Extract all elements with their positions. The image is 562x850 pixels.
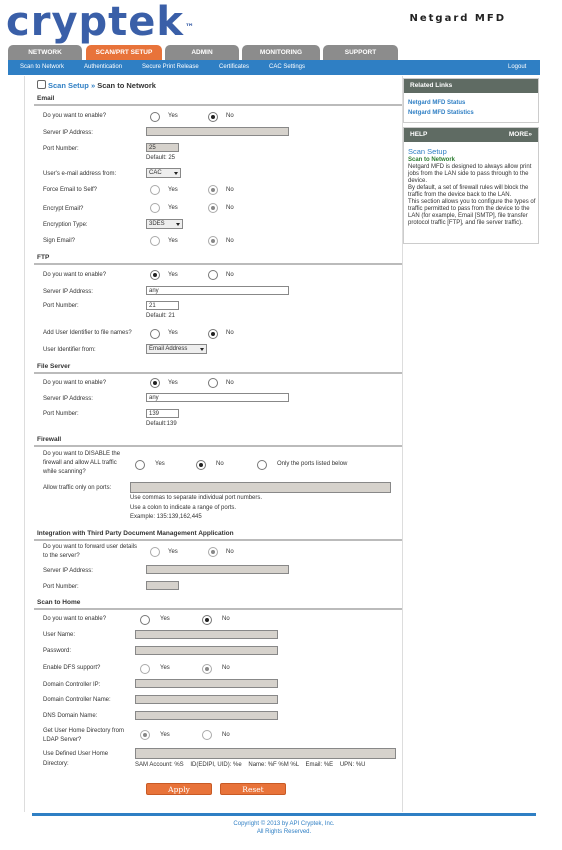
home-dns-input[interactable] bbox=[135, 711, 278, 720]
fw-disable-label-1: Do you want to DISABLE the bbox=[43, 451, 121, 457]
home-ldap-no-label: No bbox=[222, 732, 230, 738]
section-scan-to-home: Scan to Home bbox=[34, 598, 402, 610]
fw-hint-colon: Use a colon to indicate a range of ports. bbox=[130, 505, 237, 511]
fw-allow-ports-input[interactable] bbox=[130, 482, 391, 493]
fw-disable-yes-label: Yes bbox=[155, 461, 165, 467]
home-dc-ip-label: Domain Controller IP: bbox=[43, 682, 101, 688]
sign-email-no-label: No bbox=[226, 238, 234, 244]
tab-monitoring[interactable]: MONITORING bbox=[242, 45, 320, 60]
fs-enable-no-radio[interactable] bbox=[208, 378, 218, 388]
dms-server-label: Server IP Address: bbox=[43, 568, 93, 574]
dms-port-label: Port Number: bbox=[43, 584, 79, 590]
section-file-server: File Server bbox=[34, 362, 402, 374]
logout-link[interactable]: Logout bbox=[508, 64, 527, 70]
footer-copyright: Copyright © 2013 by API Cryptek, Inc. bbox=[233, 821, 335, 827]
home-dns-label: DNS Domain Name: bbox=[43, 713, 98, 719]
force-email-no-label: No bbox=[226, 187, 234, 193]
tab-scan-prt-setup[interactable]: SCAN/PRT SETUP bbox=[86, 45, 162, 60]
fw-disable-no-label: No bbox=[216, 461, 224, 467]
ftp-server-input[interactable]: any bbox=[146, 286, 289, 295]
ftp-add-id-no-label: No bbox=[226, 330, 234, 336]
home-dfs-no-label: No bbox=[222, 665, 230, 671]
related-links-panel bbox=[403, 78, 539, 123]
breadcrumb-separator: » bbox=[90, 81, 96, 90]
subnav-cac-settings[interactable]: CAC Settings bbox=[269, 64, 306, 70]
force-email-yes-label: Yes bbox=[168, 187, 178, 193]
ftp-add-id-label: Add User Identifier to file names? bbox=[43, 330, 132, 336]
breadcrumb bbox=[37, 80, 156, 90]
force-email-label: Force Email to Self? bbox=[43, 187, 98, 193]
fw-hint-example: Example: 135:139,162,445 bbox=[130, 514, 202, 520]
sign-email-yes-label: Yes bbox=[168, 238, 178, 244]
fs-port-default: Default:139 bbox=[146, 421, 177, 427]
dms-forward-yes-label: Yes bbox=[168, 549, 178, 555]
home-udhd-variables: SAM Account: %S ID(EDIPI, UID): %e Name: %F %M %L Email: %E UPN: %U bbox=[135, 762, 366, 768]
chevron-down-icon bbox=[176, 223, 180, 226]
sub-navigation bbox=[8, 60, 540, 75]
email-port-input[interactable]: 25 bbox=[146, 143, 179, 152]
dms-server-input[interactable] bbox=[146, 565, 289, 574]
dms-forward-no-radio[interactable] bbox=[208, 547, 218, 557]
dms-forward-label-2: to the server? bbox=[43, 553, 80, 559]
related-links-title-text: Related Links bbox=[410, 82, 453, 89]
home-ldap-no-radio[interactable] bbox=[202, 730, 212, 740]
breadcrumb-current: Scan to Network bbox=[97, 81, 156, 90]
home-dfs-yes-radio[interactable] bbox=[140, 664, 150, 674]
subnav-certificates[interactable]: Certificates bbox=[219, 64, 250, 70]
fw-allow-label: Allow traffic only on ports: bbox=[43, 485, 112, 491]
trademark: ™ bbox=[185, 23, 195, 33]
scan-icon bbox=[37, 80, 46, 89]
home-udhd-input[interactable] bbox=[135, 748, 396, 759]
breadcrumb-parent[interactable]: Scan Setup bbox=[48, 81, 89, 90]
fw-disable-label-3: while scanning? bbox=[43, 469, 86, 475]
home-udhd-label-1: Use Defined User Home bbox=[43, 751, 109, 757]
encrypt-email-no-radio[interactable] bbox=[208, 203, 218, 213]
encrypt-email-no-label: No bbox=[226, 205, 234, 211]
force-email-no-radio[interactable] bbox=[208, 185, 218, 195]
sign-email-label: Sign Email? bbox=[43, 238, 76, 244]
email-from-value: CAC bbox=[149, 170, 162, 176]
ftp-enable-label: Do you want to enable? bbox=[43, 272, 107, 278]
sign-email-yes-radio[interactable] bbox=[150, 236, 160, 246]
dms-forward-no-label: No bbox=[226, 549, 234, 555]
ftp-id-from-value: Email Address bbox=[149, 346, 188, 352]
fw-listed-ports-label: Only the ports listed below bbox=[277, 461, 348, 467]
subnav-authentication[interactable]: Authentication bbox=[84, 64, 123, 70]
encrypt-email-yes-label: Yes bbox=[168, 205, 178, 211]
sign-email-no-radio[interactable] bbox=[208, 236, 218, 246]
email-enable-yes-radio[interactable] bbox=[150, 112, 160, 122]
fs-port-label: Port Number: bbox=[43, 411, 79, 417]
tab-support[interactable]: SUPPORT bbox=[323, 45, 398, 60]
logo-text: cryptek bbox=[6, 0, 184, 45]
tab-admin[interactable]: ADMIN bbox=[165, 45, 239, 60]
email-port-default: Default: 25 bbox=[146, 155, 176, 161]
help-paragraph-3: This section allows you to configure the types of traffic permitted to pass from the device to the LAN (for example, Email [SMTP], file transfer protocol traffic [FTP], and file server traffic). bbox=[408, 199, 536, 226]
ftp-enable-no-radio[interactable] bbox=[208, 270, 218, 280]
encrypt-email-yes-radio[interactable] bbox=[150, 203, 160, 213]
help-paragraph-1: Netgard MFD is designed to always allow print jobs from the LAN side to pass through to the device. bbox=[408, 164, 532, 184]
ftp-id-from-label: User Identifier from: bbox=[43, 347, 96, 353]
link-netgard-status[interactable]: Netgard MFD Status bbox=[408, 100, 466, 106]
home-enable-no-label: No bbox=[222, 616, 230, 622]
encryption-type-label: Encryption Type: bbox=[43, 222, 88, 228]
email-server-input[interactable] bbox=[146, 127, 289, 136]
encryption-type-value: 3DES bbox=[149, 221, 165, 227]
ftp-enable-yes-radio[interactable] bbox=[150, 270, 160, 280]
ftp-add-id-yes-label: Yes bbox=[168, 330, 178, 336]
section-dms-integration: Integration with Third Party Document Management Application bbox=[34, 529, 402, 541]
footer-rights: All Rights Reserved. bbox=[256, 829, 312, 835]
ftp-server-label: Server IP Address: bbox=[43, 289, 93, 295]
help-paragraph-2: By default, a set of firewall rules will block the traffic from the device back to the LAN. bbox=[408, 185, 529, 198]
fw-disable-label-2: firewall and allow ALL traffic bbox=[43, 460, 117, 466]
home-enable-yes-radio[interactable] bbox=[140, 615, 150, 625]
ftp-id-from-select[interactable] bbox=[146, 344, 207, 354]
reset-button[interactable]: Reset bbox=[220, 783, 286, 795]
home-pass-input[interactable] bbox=[135, 646, 278, 655]
fw-hint-commas: Use commas to separate individual port numbers. bbox=[130, 495, 263, 501]
home-enable-yes-label: Yes bbox=[160, 616, 170, 622]
chevron-down-icon bbox=[200, 348, 204, 351]
subnav-scan-to-network[interactable]: Scan to Network bbox=[20, 64, 65, 70]
encryption-type-select[interactable] bbox=[146, 219, 183, 229]
related-links-title bbox=[404, 79, 538, 93]
encrypt-email-label: Encrypt Email? bbox=[43, 206, 84, 212]
email-enable-no-label: No bbox=[226, 113, 234, 119]
home-udhd-label-2: Directory: bbox=[43, 761, 69, 767]
fw-listed-ports-radio[interactable] bbox=[257, 460, 267, 470]
home-ldap-label-1: Get User Home Directory from bbox=[43, 728, 125, 734]
link-netgard-statistics[interactable]: Netgard MFD Statistics bbox=[408, 110, 474, 116]
tab-network[interactable]: NETWORK bbox=[8, 45, 82, 60]
dms-port-input[interactable] bbox=[146, 581, 179, 590]
ftp-add-id-yes-radio[interactable] bbox=[150, 329, 160, 339]
home-dc-name-label: Domain Controller Name: bbox=[43, 697, 111, 703]
ftp-enable-yes-label: Yes bbox=[168, 272, 178, 278]
email-enable-label: Do you want to enable? bbox=[43, 113, 107, 119]
subnav-secure-print-release[interactable]: Secure Print Release bbox=[142, 64, 199, 70]
help-heading: Scan Setup bbox=[408, 147, 447, 156]
section-firewall: Firewall bbox=[34, 435, 402, 447]
ftp-port-label: Port Number: bbox=[43, 303, 79, 309]
fs-enable-label: Do you want to enable? bbox=[43, 380, 107, 386]
footer-divider bbox=[32, 813, 536, 816]
help-more-link[interactable]: MORE» bbox=[508, 131, 532, 138]
product-name: Netgard MFD bbox=[409, 13, 506, 24]
home-dfs-label: Enable DFS support? bbox=[43, 665, 101, 671]
help-header bbox=[404, 128, 538, 142]
home-ldap-yes-radio[interactable] bbox=[140, 730, 150, 740]
email-port-label: Port Number: bbox=[43, 146, 79, 152]
home-dfs-yes-label: Yes bbox=[160, 665, 170, 671]
email-enable-no-radio[interactable] bbox=[208, 112, 218, 122]
fw-disable-yes-radio[interactable] bbox=[135, 460, 145, 470]
email-from-select[interactable] bbox=[146, 168, 181, 178]
fs-server-input[interactable]: any bbox=[146, 393, 289, 402]
section-email: Email bbox=[34, 94, 402, 106]
home-user-label: User Name: bbox=[43, 632, 76, 638]
dms-forward-yes-radio[interactable] bbox=[150, 547, 160, 557]
help-panel bbox=[403, 127, 539, 244]
chevron-down-icon bbox=[174, 172, 178, 175]
dms-forward-label-1: Do you want to forward user details bbox=[43, 544, 138, 550]
fs-port-input[interactable]: 139 bbox=[146, 409, 179, 418]
email-from-label: User's e-mail address from: bbox=[43, 171, 117, 177]
fs-enable-yes-label: Yes bbox=[168, 380, 178, 386]
home-dc-name-input[interactable] bbox=[135, 695, 278, 704]
fs-enable-no-label: No bbox=[226, 380, 234, 386]
ftp-add-id-no-radio[interactable] bbox=[208, 329, 218, 339]
apply-button[interactable]: Apply bbox=[146, 783, 212, 795]
home-enable-no-radio[interactable] bbox=[202, 615, 212, 625]
force-email-yes-radio[interactable] bbox=[150, 185, 160, 195]
home-ldap-label-2: LDAP Server? bbox=[43, 737, 82, 743]
help-title: HELP bbox=[410, 131, 428, 138]
home-dc-ip-input[interactable] bbox=[135, 679, 278, 688]
home-ldap-yes-label: Yes bbox=[160, 732, 170, 738]
ftp-enable-no-label: No bbox=[226, 272, 234, 278]
fs-enable-yes-radio[interactable] bbox=[150, 378, 160, 388]
home-user-input[interactable] bbox=[135, 630, 278, 639]
home-dfs-no-radio[interactable] bbox=[202, 664, 212, 674]
ftp-port-input[interactable]: 21 bbox=[146, 301, 179, 310]
help-text bbox=[408, 164, 536, 227]
ftp-port-default: Default: 21 bbox=[146, 313, 176, 319]
fs-server-label: Server IP Address: bbox=[43, 396, 93, 402]
help-subheading: Scan to Network bbox=[408, 157, 456, 163]
fw-disable-no-radio[interactable] bbox=[196, 460, 206, 470]
email-enable-yes-label: Yes bbox=[168, 113, 178, 119]
home-pass-label: Password: bbox=[43, 648, 72, 654]
home-enable-label: Do you want to enable? bbox=[43, 616, 107, 622]
logo bbox=[6, 0, 194, 44]
section-ftp: FTP bbox=[34, 253, 402, 265]
email-server-label: Server IP Address: bbox=[43, 130, 93, 136]
